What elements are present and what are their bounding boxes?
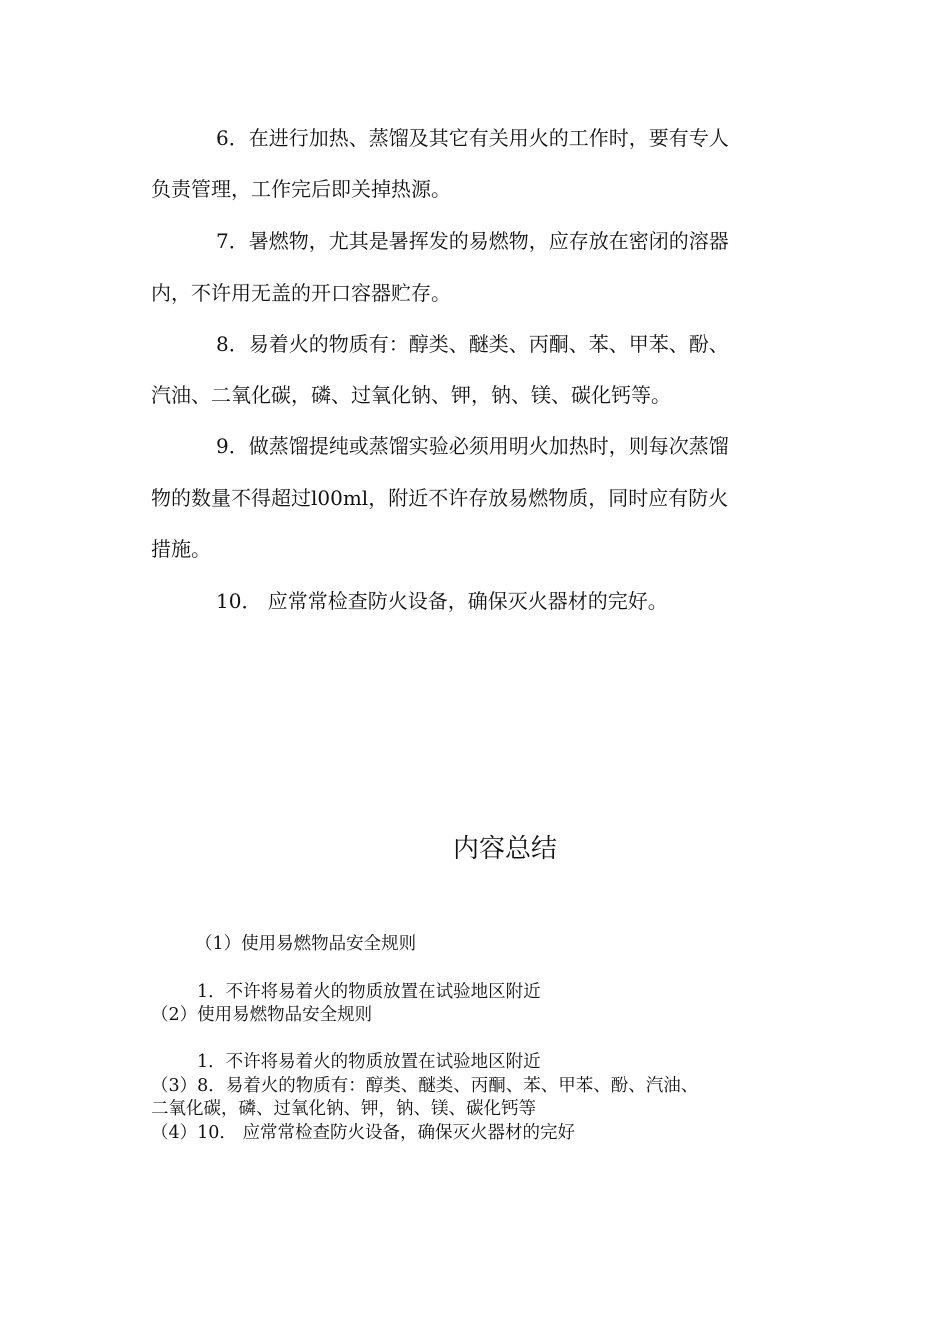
summary-title: 内容总结 xyxy=(452,834,557,864)
body-line: 物的数量不得超过l00ml，附近不许存放易燃物质，同时应有防火 xyxy=(151,486,729,510)
body-line: 9．做蒸馏提纯或蒸馏实验必须用明火加热时，则每次蒸馏 xyxy=(216,434,729,458)
summary-line: （2）使用易燃物品安全规则 xyxy=(151,1005,373,1025)
body-line: 措施。 xyxy=(151,537,211,561)
summary-line: 1．不许将易着火的物质放置在试验地区附近 xyxy=(197,1052,541,1072)
body-line: 负责管理，工作完后即关掉热源。 xyxy=(151,177,451,201)
body-line: 10． 应常常检查防火设备，确保灭火器材的完好。 xyxy=(216,589,668,613)
body-line: 汽油、二氧化碳，磷、过氧化钠、钾，钠、镁、碳化钙等。 xyxy=(151,383,671,407)
summary-line: （1）使用易燃物品安全规则 xyxy=(195,934,417,954)
body-line: 6．在进行加热、蒸馏及其它有关用火的工作时，要有专人 xyxy=(216,126,729,150)
summary-line: 二氧化碳，磷、过氧化钠、钾，钠、镁、碳化钙等 xyxy=(151,1099,536,1119)
summary-line: 1．不许将易着火的物质放置在试验地区附近 xyxy=(197,982,541,1002)
body-line: 内，不许用无盖的开口容器贮存。 xyxy=(151,281,451,305)
summary-line: （3）8．易着火的物质有：醇类、醚类、丙酮、苯、甲苯、酚、汽油、 xyxy=(151,1076,699,1096)
summary-line: （4）10． 应常常检查防火设备，确保灭火器材的完好 xyxy=(151,1123,575,1143)
body-line: 8．易着火的物质有：醇类、醚类、丙酮、苯、甲苯、酚、 xyxy=(216,332,729,356)
body-line: 7．暑燃物，尤其是暑挥发的易燃物，应存放在密闭的溶器 xyxy=(216,229,729,253)
